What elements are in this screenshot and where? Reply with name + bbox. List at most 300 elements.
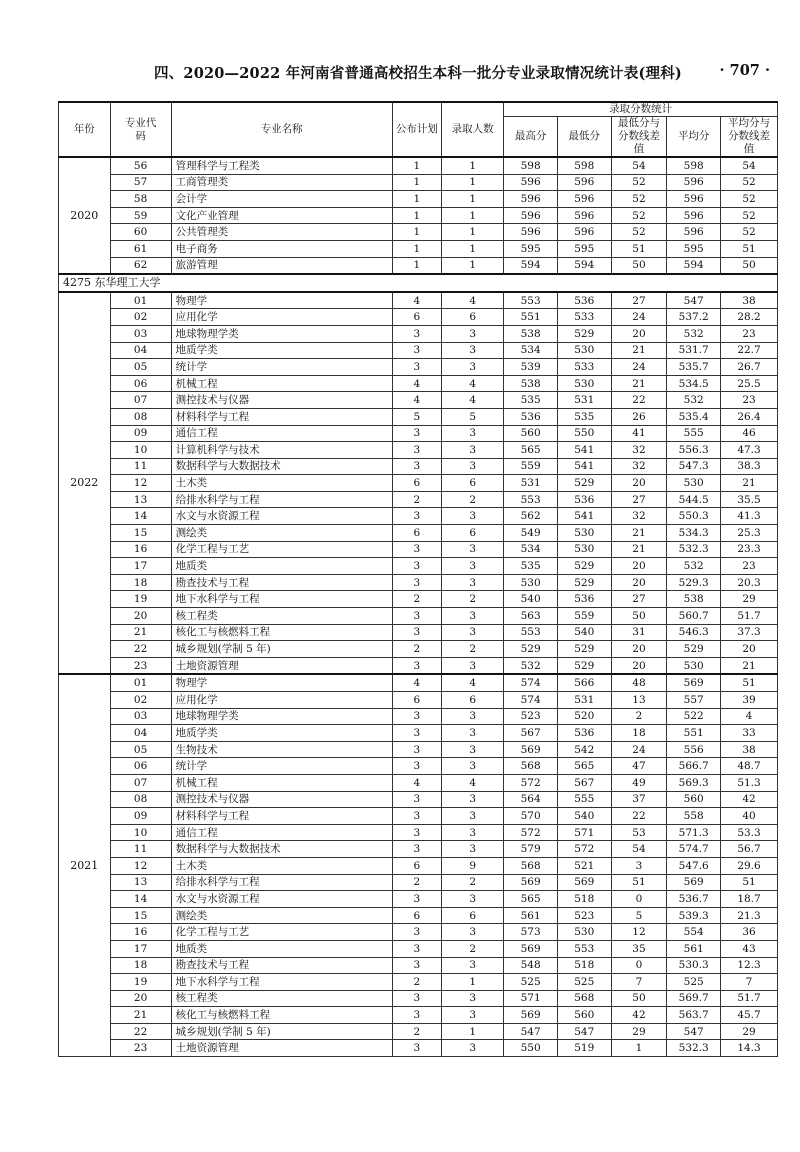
avg-score-cell: 530 bbox=[667, 657, 721, 674]
major-name-cell: 核工程类 bbox=[171, 608, 392, 625]
table-row bbox=[59, 442, 778, 459]
table-row bbox=[59, 574, 778, 591]
min-diff-cell: 52 bbox=[611, 174, 667, 191]
code-cell: 23 bbox=[110, 657, 171, 674]
col-score-stats: 录取分数统计 bbox=[504, 102, 778, 117]
min-diff-cell: 50 bbox=[611, 990, 667, 1007]
avg-diff-cell: 52 bbox=[721, 174, 778, 191]
avg-score-cell: 530.3 bbox=[667, 957, 721, 974]
admitted-cell: 3 bbox=[442, 708, 504, 725]
min-score-cell: 536 bbox=[557, 725, 611, 742]
plan-cell: 3 bbox=[392, 990, 441, 1007]
code-cell: 12 bbox=[110, 857, 171, 874]
admitted-cell: 6 bbox=[442, 525, 504, 542]
avg-score-cell: 522 bbox=[667, 708, 721, 725]
min-score-cell: 531 bbox=[557, 692, 611, 709]
col-min-diff: 最低分与分数线差值 bbox=[611, 117, 667, 158]
table-row bbox=[59, 907, 778, 924]
admission-table bbox=[58, 101, 778, 1057]
major-name-cell: 物理学 bbox=[171, 292, 392, 309]
major-name-cell: 统计学 bbox=[171, 758, 392, 775]
max-score-cell: 534 bbox=[504, 541, 558, 558]
avg-score-cell: 569.3 bbox=[667, 774, 721, 791]
code-cell: 18 bbox=[110, 957, 171, 974]
min-score-cell: 568 bbox=[557, 990, 611, 1007]
min-score-cell: 523 bbox=[557, 907, 611, 924]
max-score-cell: 574 bbox=[504, 674, 558, 691]
min-score-cell: 571 bbox=[557, 824, 611, 841]
plan-cell: 6 bbox=[392, 907, 441, 924]
min-score-cell: 565 bbox=[557, 758, 611, 775]
code-cell: 14 bbox=[110, 508, 171, 525]
max-score-cell: 569 bbox=[504, 940, 558, 957]
table-row bbox=[59, 841, 778, 858]
admitted-cell: 6 bbox=[442, 907, 504, 924]
min-diff-cell: 27 bbox=[611, 491, 667, 508]
major-name-cell: 勘查技术与工程 bbox=[171, 574, 392, 591]
table-row bbox=[59, 924, 778, 941]
avg-score-cell: 531.7 bbox=[667, 342, 721, 359]
major-name-cell: 机械工程 bbox=[171, 774, 392, 791]
avg-score-cell: 534.5 bbox=[667, 375, 721, 392]
admitted-cell: 3 bbox=[442, 541, 504, 558]
avg-score-cell: 547.3 bbox=[667, 458, 721, 475]
min-diff-cell: 54 bbox=[611, 157, 667, 174]
admitted-cell: 3 bbox=[442, 758, 504, 775]
major-name-cell: 应用化学 bbox=[171, 692, 392, 709]
avg-score-cell: 535.7 bbox=[667, 359, 721, 376]
admitted-cell: 2 bbox=[442, 940, 504, 957]
max-score-cell: 596 bbox=[504, 207, 558, 224]
admitted-cell: 2 bbox=[442, 591, 504, 608]
avg-score-cell: 594 bbox=[667, 257, 721, 274]
plan-cell: 3 bbox=[392, 325, 441, 342]
table-row bbox=[59, 375, 778, 392]
avg-score-cell: 569 bbox=[667, 674, 721, 691]
min-diff-cell: 51 bbox=[611, 874, 667, 891]
table-row bbox=[59, 657, 778, 674]
avg-diff-cell: 29 bbox=[721, 591, 778, 608]
admitted-cell: 3 bbox=[442, 508, 504, 525]
avg-score-cell: 530 bbox=[667, 475, 721, 492]
max-score-cell: 564 bbox=[504, 791, 558, 808]
min-score-cell: 595 bbox=[557, 240, 611, 257]
min-score-cell: 529 bbox=[557, 558, 611, 575]
major-name-cell: 材料科学与工程 bbox=[171, 408, 392, 425]
max-score-cell: 596 bbox=[504, 224, 558, 241]
page-header bbox=[58, 58, 778, 86]
max-score-cell: 594 bbox=[504, 257, 558, 274]
min-score-cell: 569 bbox=[557, 874, 611, 891]
col-avg: 平均分 bbox=[667, 117, 721, 158]
avg-score-cell: 532 bbox=[667, 558, 721, 575]
code-cell: 09 bbox=[110, 808, 171, 825]
code-cell: 20 bbox=[110, 608, 171, 625]
admitted-cell: 4 bbox=[442, 292, 504, 309]
admitted-cell: 6 bbox=[442, 692, 504, 709]
min-score-cell: 536 bbox=[557, 292, 611, 309]
code-cell: 06 bbox=[110, 758, 171, 775]
code-cell: 19 bbox=[110, 974, 171, 991]
min-score-cell: 547 bbox=[557, 1023, 611, 1040]
table-row bbox=[59, 1007, 778, 1024]
code-cell: 16 bbox=[110, 924, 171, 941]
max-score-cell: 547 bbox=[504, 1023, 558, 1040]
avg-score-cell: 551 bbox=[667, 725, 721, 742]
table-row bbox=[59, 891, 778, 908]
max-score-cell: 551 bbox=[504, 309, 558, 326]
avg-diff-cell: 54 bbox=[721, 157, 778, 174]
code-cell: 19 bbox=[110, 591, 171, 608]
major-name-cell: 测控技术与仪器 bbox=[171, 392, 392, 409]
admitted-cell: 3 bbox=[442, 1040, 504, 1057]
admitted-cell: 3 bbox=[442, 891, 504, 908]
plan-cell: 2 bbox=[392, 1023, 441, 1040]
plan-cell: 4 bbox=[392, 375, 441, 392]
max-score-cell: 569 bbox=[504, 874, 558, 891]
table-row bbox=[59, 240, 778, 257]
avg-score-cell: 536.7 bbox=[667, 891, 721, 908]
min-score-cell: 536 bbox=[557, 491, 611, 508]
major-name-cell: 勘查技术与工程 bbox=[171, 957, 392, 974]
table-row bbox=[59, 425, 778, 442]
admitted-cell: 2 bbox=[442, 491, 504, 508]
code-cell: 04 bbox=[110, 342, 171, 359]
plan-cell: 6 bbox=[392, 475, 441, 492]
code-cell: 02 bbox=[110, 692, 171, 709]
avg-diff-cell: 25.3 bbox=[721, 525, 778, 542]
table-row bbox=[59, 558, 778, 575]
min-diff-cell: 24 bbox=[611, 359, 667, 376]
min-score-cell: 598 bbox=[557, 157, 611, 174]
min-diff-cell: 0 bbox=[611, 891, 667, 908]
avg-score-cell: 596 bbox=[667, 174, 721, 191]
min-score-cell: 559 bbox=[557, 608, 611, 625]
min-score-cell: 518 bbox=[557, 891, 611, 908]
min-diff-cell: 37 bbox=[611, 791, 667, 808]
code-cell: 62 bbox=[110, 257, 171, 274]
min-score-cell: 560 bbox=[557, 1007, 611, 1024]
table-row bbox=[59, 508, 778, 525]
avg-diff-cell: 48.7 bbox=[721, 758, 778, 775]
major-name-cell: 土地资源管理 bbox=[171, 657, 392, 674]
avg-diff-cell: 38.3 bbox=[721, 458, 778, 475]
min-diff-cell: 27 bbox=[611, 292, 667, 309]
plan-cell: 1 bbox=[392, 174, 441, 191]
admitted-cell: 3 bbox=[442, 425, 504, 442]
code-cell: 60 bbox=[110, 224, 171, 241]
code-cell: 58 bbox=[110, 191, 171, 208]
admitted-cell: 3 bbox=[442, 808, 504, 825]
admitted-cell: 1 bbox=[442, 191, 504, 208]
avg-diff-cell: 20 bbox=[721, 641, 778, 658]
major-name-cell: 水文与水资源工程 bbox=[171, 508, 392, 525]
plan-cell: 3 bbox=[392, 841, 441, 858]
min-diff-cell: 50 bbox=[611, 257, 667, 274]
plan-cell: 1 bbox=[392, 191, 441, 208]
admitted-cell: 3 bbox=[442, 342, 504, 359]
plan-cell: 1 bbox=[392, 207, 441, 224]
min-diff-cell: 21 bbox=[611, 541, 667, 558]
max-score-cell: 579 bbox=[504, 841, 558, 858]
min-diff-cell: 20 bbox=[611, 574, 667, 591]
admitted-cell: 4 bbox=[442, 375, 504, 392]
admitted-cell: 3 bbox=[442, 325, 504, 342]
min-diff-cell: 24 bbox=[611, 309, 667, 326]
avg-score-cell: 560.7 bbox=[667, 608, 721, 625]
max-score-cell: 568 bbox=[504, 857, 558, 874]
avg-diff-cell: 29 bbox=[721, 1023, 778, 1040]
major-name-cell: 应用化学 bbox=[171, 309, 392, 326]
avg-diff-cell: 52 bbox=[721, 191, 778, 208]
min-diff-cell: 21 bbox=[611, 342, 667, 359]
code-cell: 06 bbox=[110, 375, 171, 392]
min-score-cell: 529 bbox=[557, 657, 611, 674]
major-name-cell: 数据科学与大数据技术 bbox=[171, 841, 392, 858]
code-cell: 08 bbox=[110, 791, 171, 808]
avg-score-cell: 546.3 bbox=[667, 624, 721, 641]
table-header bbox=[59, 102, 778, 157]
table-row bbox=[59, 359, 778, 376]
max-score-cell: 540 bbox=[504, 591, 558, 608]
max-score-cell: 530 bbox=[504, 574, 558, 591]
plan-cell: 2 bbox=[392, 641, 441, 658]
max-score-cell: 567 bbox=[504, 725, 558, 742]
min-diff-cell: 26 bbox=[611, 408, 667, 425]
avg-diff-cell: 35.5 bbox=[721, 491, 778, 508]
table-row bbox=[59, 774, 778, 791]
major-name-cell: 材料科学与工程 bbox=[171, 808, 392, 825]
admitted-cell: 3 bbox=[442, 608, 504, 625]
plan-cell: 2 bbox=[392, 491, 441, 508]
code-cell: 04 bbox=[110, 725, 171, 742]
code-cell: 13 bbox=[110, 491, 171, 508]
max-score-cell: 572 bbox=[504, 774, 558, 791]
major-name-cell: 给排水科学与工程 bbox=[171, 491, 392, 508]
university-row bbox=[59, 274, 778, 292]
admitted-cell: 3 bbox=[442, 458, 504, 475]
plan-cell: 3 bbox=[392, 791, 441, 808]
min-diff-cell: 52 bbox=[611, 207, 667, 224]
min-diff-cell: 50 bbox=[611, 608, 667, 625]
major-name-cell: 机械工程 bbox=[171, 375, 392, 392]
major-name-cell: 城乡规划(学制 5 年) bbox=[171, 641, 392, 658]
avg-score-cell: 532.3 bbox=[667, 541, 721, 558]
admitted-cell: 1 bbox=[442, 257, 504, 274]
avg-diff-cell: 21 bbox=[721, 475, 778, 492]
table-row bbox=[59, 475, 778, 492]
plan-cell: 3 bbox=[392, 725, 441, 742]
avg-score-cell: 547.6 bbox=[667, 857, 721, 874]
plan-cell: 4 bbox=[392, 292, 441, 309]
min-diff-cell: 21 bbox=[611, 375, 667, 392]
admitted-cell: 3 bbox=[442, 924, 504, 941]
table-row bbox=[59, 791, 778, 808]
avg-diff-cell: 28.2 bbox=[721, 309, 778, 326]
max-score-cell: 539 bbox=[504, 359, 558, 376]
major-name-cell: 物理学 bbox=[171, 674, 392, 691]
code-cell: 11 bbox=[110, 458, 171, 475]
admitted-cell: 6 bbox=[442, 309, 504, 326]
code-cell: 56 bbox=[110, 157, 171, 174]
avg-diff-cell: 23 bbox=[721, 325, 778, 342]
admitted-cell: 3 bbox=[442, 741, 504, 758]
admitted-cell: 2 bbox=[442, 874, 504, 891]
min-diff-cell: 31 bbox=[611, 624, 667, 641]
min-diff-cell: 32 bbox=[611, 442, 667, 459]
admitted-cell: 6 bbox=[442, 475, 504, 492]
max-score-cell: 573 bbox=[504, 924, 558, 941]
min-diff-cell: 48 bbox=[611, 674, 667, 691]
code-cell: 01 bbox=[110, 292, 171, 309]
major-name-cell: 测绘类 bbox=[171, 907, 392, 924]
admitted-cell: 4 bbox=[442, 392, 504, 409]
avg-score-cell: 529.3 bbox=[667, 574, 721, 591]
avg-diff-cell: 21 bbox=[721, 657, 778, 674]
code-cell: 01 bbox=[110, 674, 171, 691]
admitted-cell: 1 bbox=[442, 974, 504, 991]
max-score-cell: 523 bbox=[504, 708, 558, 725]
table-row bbox=[59, 157, 778, 174]
max-score-cell: 531 bbox=[504, 475, 558, 492]
code-cell: 14 bbox=[110, 891, 171, 908]
max-score-cell: 525 bbox=[504, 974, 558, 991]
avg-score-cell: 569 bbox=[667, 874, 721, 891]
major-name-cell: 化学工程与工艺 bbox=[171, 924, 392, 941]
avg-score-cell: 554 bbox=[667, 924, 721, 941]
min-score-cell: 531 bbox=[557, 392, 611, 409]
table-row bbox=[59, 1040, 778, 1057]
major-name-cell: 化学工程与工艺 bbox=[171, 541, 392, 558]
table-row bbox=[59, 874, 778, 891]
max-score-cell: 529 bbox=[504, 641, 558, 658]
min-diff-cell: 22 bbox=[611, 808, 667, 825]
col-admitted: 录取人数 bbox=[442, 102, 504, 157]
min-score-cell: 596 bbox=[557, 191, 611, 208]
max-score-cell: 550 bbox=[504, 1040, 558, 1057]
max-score-cell: 598 bbox=[504, 157, 558, 174]
plan-cell: 3 bbox=[392, 574, 441, 591]
admitted-cell: 2 bbox=[442, 641, 504, 658]
table-row bbox=[59, 408, 778, 425]
avg-diff-cell: 40 bbox=[721, 808, 778, 825]
table-row bbox=[59, 741, 778, 758]
avg-diff-cell: 51 bbox=[721, 874, 778, 891]
code-cell: 02 bbox=[110, 309, 171, 326]
min-score-cell: 594 bbox=[557, 257, 611, 274]
max-score-cell: 574 bbox=[504, 692, 558, 709]
avg-diff-cell: 51.7 bbox=[721, 990, 778, 1007]
table-row bbox=[59, 974, 778, 991]
major-name-cell: 电子商务 bbox=[171, 240, 392, 257]
plan-cell: 3 bbox=[392, 940, 441, 957]
plan-cell: 4 bbox=[392, 674, 441, 691]
min-score-cell: 529 bbox=[557, 325, 611, 342]
major-name-cell: 统计学 bbox=[171, 359, 392, 376]
avg-score-cell: 556.3 bbox=[667, 442, 721, 459]
code-cell: 20 bbox=[110, 990, 171, 1007]
admitted-cell: 4 bbox=[442, 774, 504, 791]
code-cell: 07 bbox=[110, 774, 171, 791]
admitted-cell: 1 bbox=[442, 1023, 504, 1040]
code-cell: 09 bbox=[110, 425, 171, 442]
avg-diff-cell: 46 bbox=[721, 425, 778, 442]
max-score-cell: 553 bbox=[504, 624, 558, 641]
plan-cell: 5 bbox=[392, 408, 441, 425]
code-cell: 05 bbox=[110, 359, 171, 376]
min-score-cell: 529 bbox=[557, 475, 611, 492]
avg-diff-cell: 36 bbox=[721, 924, 778, 941]
admitted-cell: 3 bbox=[442, 442, 504, 459]
plan-cell: 3 bbox=[392, 508, 441, 525]
min-score-cell: 540 bbox=[557, 808, 611, 825]
plan-cell: 2 bbox=[392, 974, 441, 991]
max-score-cell: 553 bbox=[504, 292, 558, 309]
major-name-cell: 城乡规划(学制 5 年) bbox=[171, 1023, 392, 1040]
avg-diff-cell: 33 bbox=[721, 725, 778, 742]
avg-diff-cell: 21.3 bbox=[721, 907, 778, 924]
major-name-cell: 地下水科学与工程 bbox=[171, 591, 392, 608]
min-score-cell: 529 bbox=[557, 641, 611, 658]
col-min: 最低分 bbox=[557, 117, 611, 158]
plan-cell: 6 bbox=[392, 309, 441, 326]
min-score-cell: 533 bbox=[557, 309, 611, 326]
avg-diff-cell: 26.7 bbox=[721, 359, 778, 376]
min-score-cell: 572 bbox=[557, 841, 611, 858]
avg-diff-cell: 56.7 bbox=[721, 841, 778, 858]
min-diff-cell: 51 bbox=[611, 240, 667, 257]
min-diff-cell: 54 bbox=[611, 841, 667, 858]
table-row bbox=[59, 674, 778, 691]
min-score-cell: 555 bbox=[557, 791, 611, 808]
avg-score-cell: 574.7 bbox=[667, 841, 721, 858]
max-score-cell: 548 bbox=[504, 957, 558, 974]
avg-score-cell: 537.2 bbox=[667, 309, 721, 326]
min-diff-cell: 20 bbox=[611, 558, 667, 575]
table-row bbox=[59, 857, 778, 874]
admitted-cell: 1 bbox=[442, 224, 504, 241]
avg-diff-cell: 20.3 bbox=[721, 574, 778, 591]
major-name-cell: 通信工程 bbox=[171, 425, 392, 442]
min-diff-cell: 47 bbox=[611, 758, 667, 775]
min-diff-cell: 49 bbox=[611, 774, 667, 791]
code-cell: 12 bbox=[110, 475, 171, 492]
plan-cell: 2 bbox=[392, 874, 441, 891]
major-name-cell: 地质类 bbox=[171, 558, 392, 575]
table-row bbox=[59, 758, 778, 775]
code-cell: 57 bbox=[110, 174, 171, 191]
major-name-cell: 地质学类 bbox=[171, 342, 392, 359]
admitted-cell: 3 bbox=[442, 841, 504, 858]
avg-score-cell: 547 bbox=[667, 1023, 721, 1040]
admitted-cell: 4 bbox=[442, 674, 504, 691]
avg-diff-cell: 38 bbox=[721, 292, 778, 309]
max-score-cell: 532 bbox=[504, 657, 558, 674]
max-score-cell: 535 bbox=[504, 558, 558, 575]
min-diff-cell: 18 bbox=[611, 725, 667, 742]
max-score-cell: 534 bbox=[504, 342, 558, 359]
table-row bbox=[59, 257, 778, 274]
max-score-cell: 571 bbox=[504, 990, 558, 1007]
plan-cell: 1 bbox=[392, 240, 441, 257]
max-score-cell: 568 bbox=[504, 758, 558, 775]
major-name-cell: 公共管理类 bbox=[171, 224, 392, 241]
plan-cell: 3 bbox=[392, 808, 441, 825]
col-code: 专业代码 bbox=[110, 102, 171, 157]
major-name-cell: 土地资源管理 bbox=[171, 1040, 392, 1057]
code-cell: 59 bbox=[110, 207, 171, 224]
table-row bbox=[59, 342, 778, 359]
